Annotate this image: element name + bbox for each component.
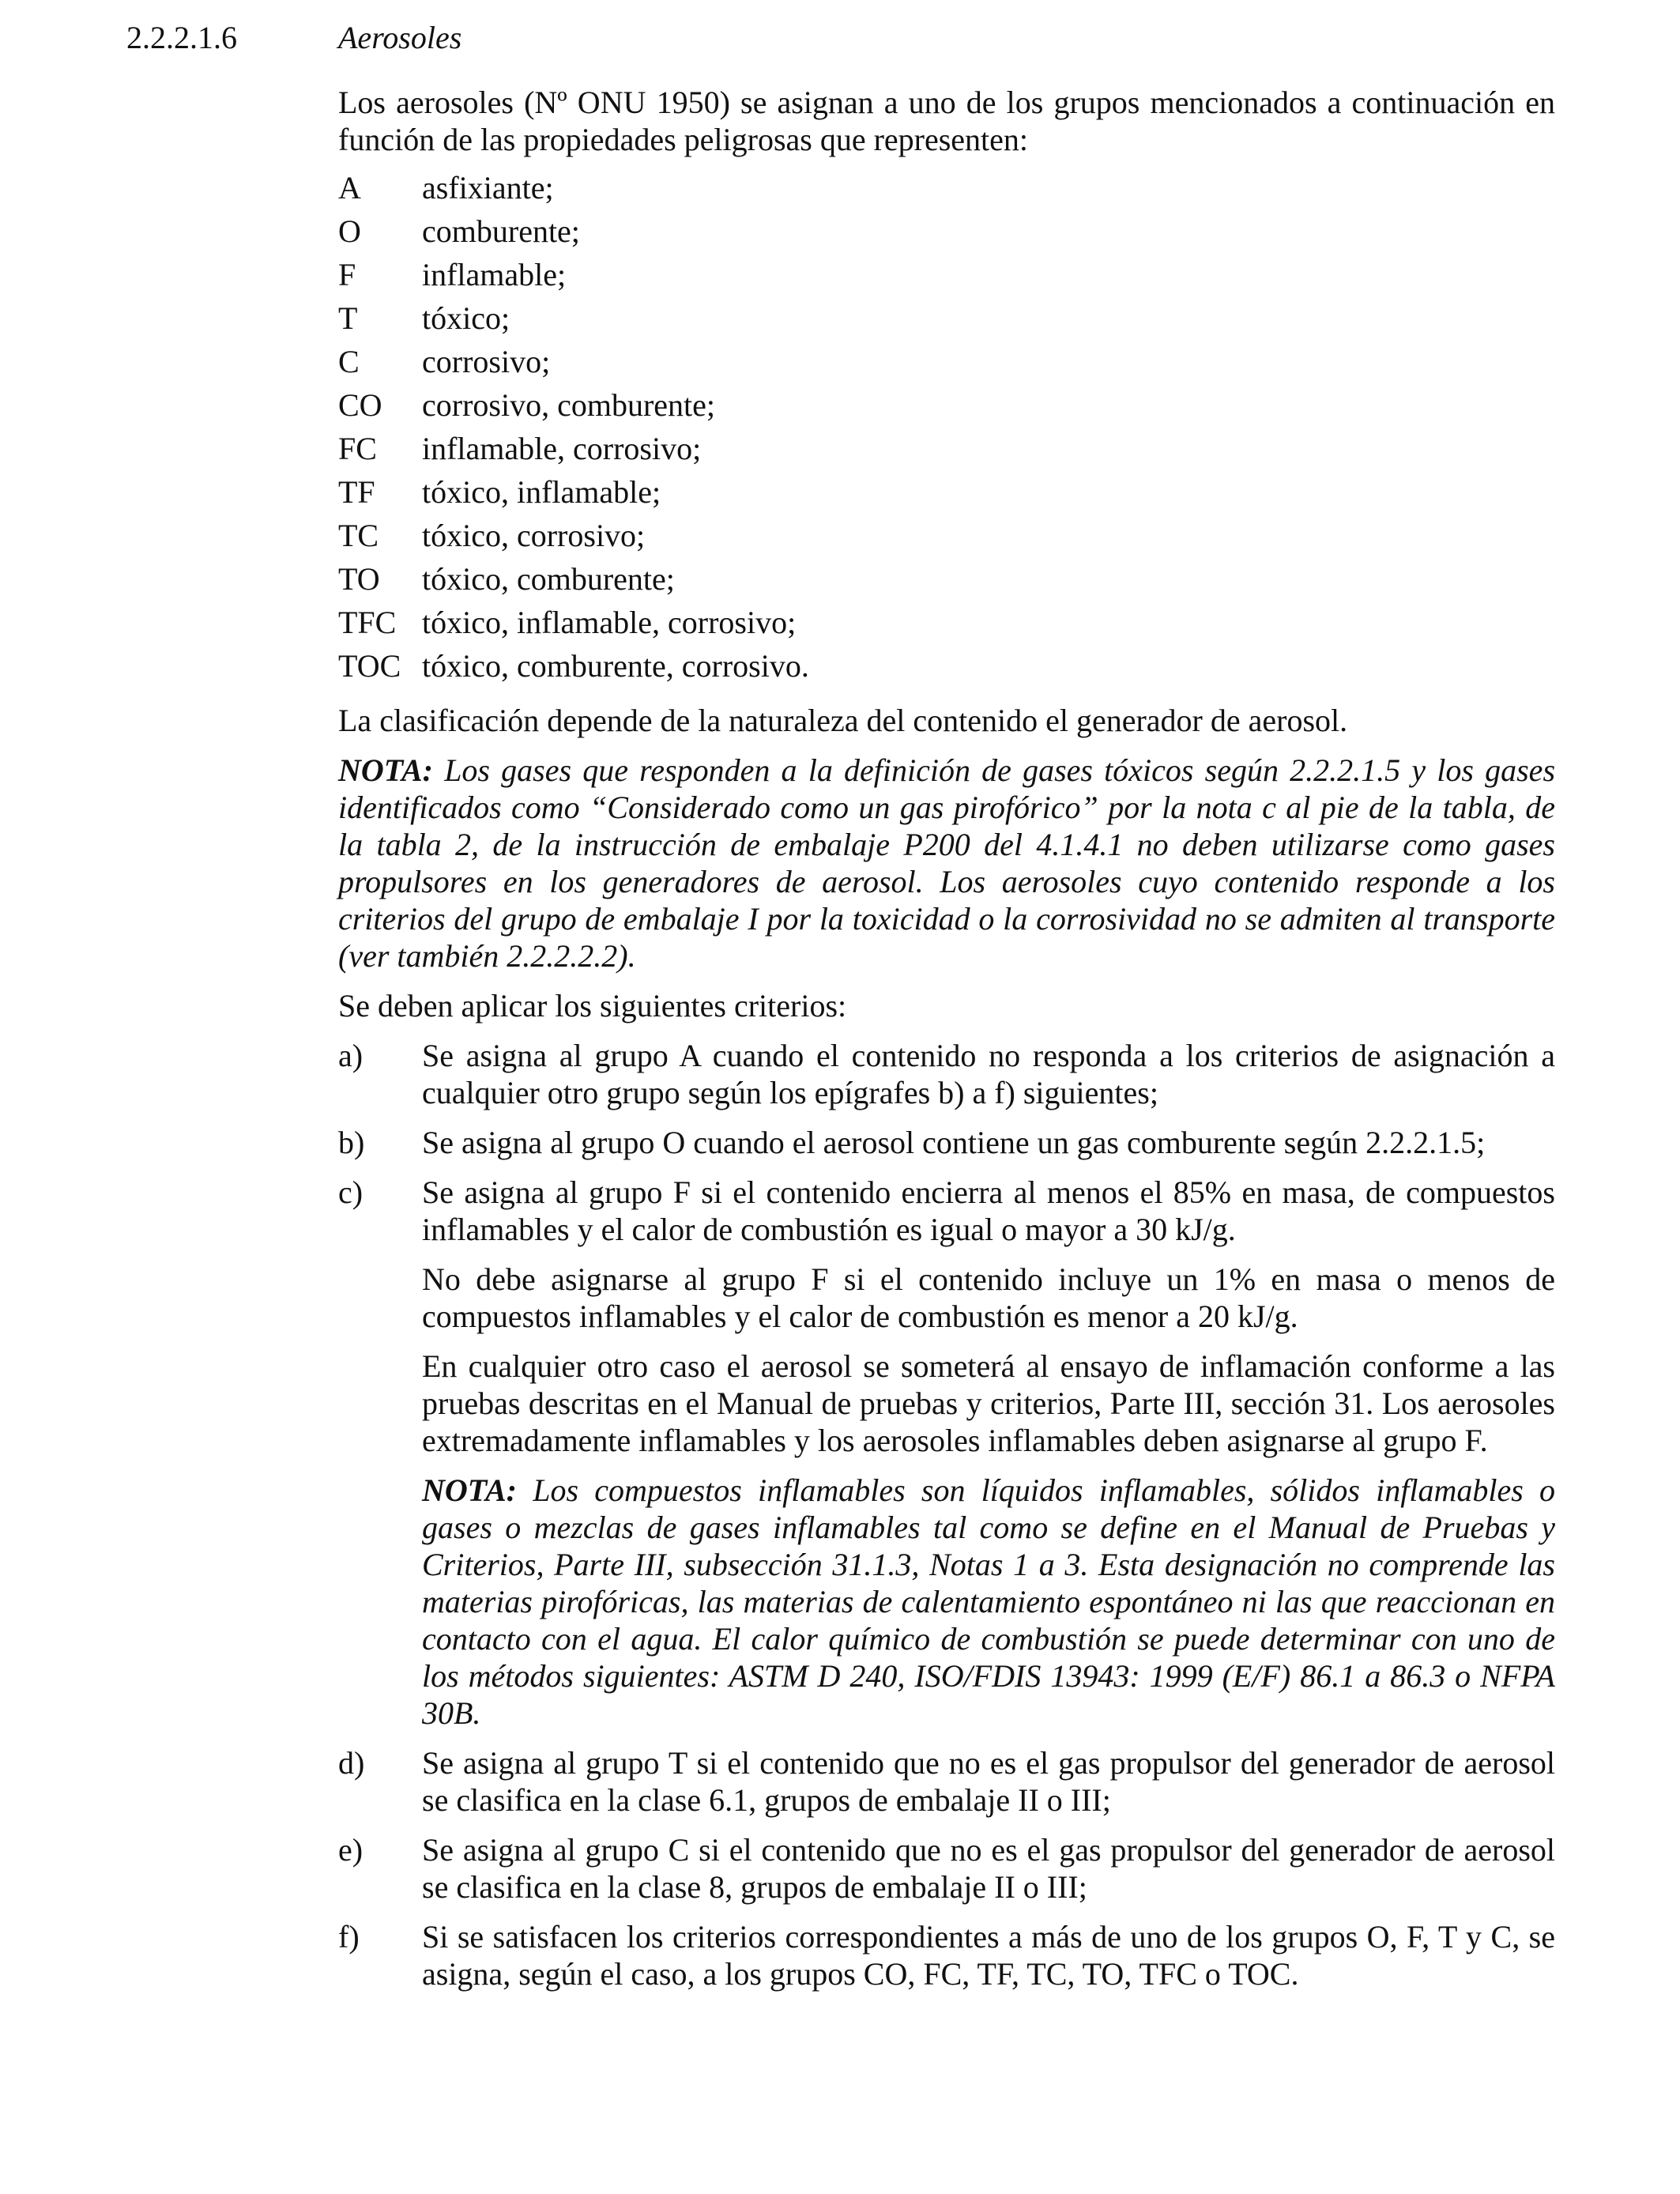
criterion-letter: c): [338, 1174, 363, 1210]
group-description: asfixiante;: [422, 170, 554, 205]
group-description: tóxico, inflamable, corrosivo;: [422, 605, 797, 640]
note-label: NOTA:: [422, 1472, 517, 1508]
criterion-text: Se asigna al grupo A cuando el contenido no responda a los criterios de asignación a cualquier otro grupo según los epígrafes b) a f) siguientes;: [422, 1038, 1555, 1110]
group-item: [338, 473, 1555, 517]
group-description: comburente;: [422, 213, 580, 249]
criterion-letter: e): [338, 1832, 363, 1868]
section-number: 2.2.2.1.6: [126, 20, 237, 55]
group-description: tóxico, comburente;: [422, 561, 675, 597]
group-description: inflamable;: [422, 257, 567, 292]
criterion-letter: f): [338, 1919, 360, 1955]
group-item: [338, 560, 1555, 604]
criterion-letter: d): [338, 1745, 365, 1781]
group-description: corrosivo;: [422, 344, 551, 379]
criterion-c: [338, 1174, 1555, 1732]
group-description: inflamable, corrosivo;: [422, 431, 702, 466]
criterion-text: Se asigna al grupo O cuando el aerosol contiene un gas comburente según 2.2.2.1.5;: [422, 1125, 1486, 1160]
group-code: A: [338, 170, 361, 205]
note-text: Los gases que responden a la definición de gases tóxicos según 2.2.2.1.5 y los gases identificados como “Considerado como un gas pirofórico” por la nota c al pie de la tabla, de la tabla 2, de la instrucción de embalaje P200 del 4.1.4.1 no deben utilizarse como gases propulsores en los generadores de aerosol. Los aerosoles cuyo contenido responde a los criterios del grupo de embalaje I por la toxicidad o la corrosividad no se admiten al transporte (ver también 2.2.2.2.2).: [338, 752, 1556, 974]
criterion-text: Se asigna al grupo T si el contenido que no es el gas propulsor del generador de aerosol se clasifica en la clase 6.1, grupos de embalaje II o III;: [422, 1745, 1555, 1818]
group-item: [338, 343, 1555, 386]
group-item: [338, 430, 1555, 473]
criterion-text: Se asigna al grupo F si el contenido encierra al menos el 85% en masa, de compuestos inflamables y el calor de combustión es igual o mayor a 30 kJ/g.: [422, 1174, 1555, 1247]
group-code: CO: [338, 387, 382, 423]
group-description: corrosivo, comburente;: [422, 387, 715, 423]
group-item: [338, 256, 1555, 300]
criterion-paragraph: No debe asignarse al grupo F si el contenido incluye un 1% en masa o menos de compuestos inflamables y el calor de combustión es menor a 20 kJ/g.: [422, 1261, 1555, 1334]
section-content: [338, 84, 1555, 2005]
group-code: TC: [338, 518, 379, 553]
group-description: tóxico, corrosivo;: [422, 518, 646, 553]
group-description: tóxico, comburente, corrosivo.: [422, 648, 809, 684]
section-title: Aerosoles: [338, 20, 462, 55]
criterion-b: [338, 1124, 1555, 1161]
note-label: NOTA:: [338, 752, 433, 788]
group-item: [338, 300, 1555, 343]
note-paragraph: [338, 752, 1555, 974]
group-code: C: [338, 344, 360, 379]
group-description: tóxico;: [422, 300, 510, 336]
group-code: FC: [338, 431, 377, 466]
criterion-text: Se asigna al grupo C si el contenido que no es el gas propulsor del generador de aerosol se clasifica en la clase 8, grupos de embalaje II o III;: [422, 1832, 1555, 1905]
criterion-f: [338, 1918, 1555, 1992]
criterion-letter: b): [338, 1125, 365, 1160]
group-code: TF: [338, 474, 375, 510]
group-code: TOC: [338, 648, 401, 684]
criterion-letter: a): [338, 1038, 363, 1073]
group-code: TFC: [338, 605, 397, 640]
group-item: [338, 213, 1555, 256]
criteria-intro: Se deben aplicar los siguientes criterios:: [338, 988, 847, 1023]
group-item: [338, 517, 1555, 560]
group-code: TO: [338, 561, 380, 597]
criterion-paragraph: En cualquier otro caso el aerosol se someterá al ensayo de inflamación conforme a las pruebas descritas en el Manual de pruebas y criterios, Parte III, sección 31. Los aerosoles extremadamente inflamables y los aerosoles inflamables deben asignarse al grupo F.: [422, 1348, 1555, 1458]
criterion-e: [338, 1831, 1555, 1906]
criterion-a: [338, 1037, 1555, 1111]
group-list: [338, 169, 1555, 691]
group-code: O: [338, 213, 361, 249]
group-item: [338, 169, 1555, 213]
note-text: Los compuestos inflamables son líquidos inflamables, sólidos inflamables o gases o mezclas de gases inflamables tal como se define en el Manual de Pruebas y Criterios, Parte III, subsección 31.1.3, Notas 1 a 3. Esta designación no comprende las materias pirofóricas, las materias de calentamiento espontáneo ni las que reaccionan en contacto con el agua. El calor químico de combustión se puede determinar con uno de los métodos siguientes: ASTM D 240, ISO/FDIS 13943: 1999 (E/F) 86.1 a 86.3 o NFPA 30B.: [422, 1472, 1556, 1731]
group-description: tóxico, inflamable;: [422, 474, 661, 510]
criterion-note: [422, 1472, 1555, 1732]
group-code: F: [338, 257, 356, 292]
group-item: [338, 604, 1555, 647]
criteria-list: [338, 1037, 1555, 1992]
criterion-d: [338, 1744, 1555, 1819]
intro-paragraph: Los aerosoles (Nº ONU 1950) se asignan a uno de los grupos mencionados a continuación en función de las propiedades peligrosas que representen:: [338, 85, 1555, 157]
classification-paragraph: La clasificación depende de la naturaleza del contenido el generador de aerosol.: [338, 703, 1348, 738]
group-item: [338, 647, 1555, 691]
criterion-text: Si se satisfacen los criterios correspondientes a más de uno de los grupos O, F, T y C, se asigna, según el caso, a los grupos CO, FC, TF, TC, TO, TFC o TOC.: [422, 1919, 1555, 1992]
group-item: [338, 386, 1555, 430]
group-code: T: [338, 300, 358, 336]
